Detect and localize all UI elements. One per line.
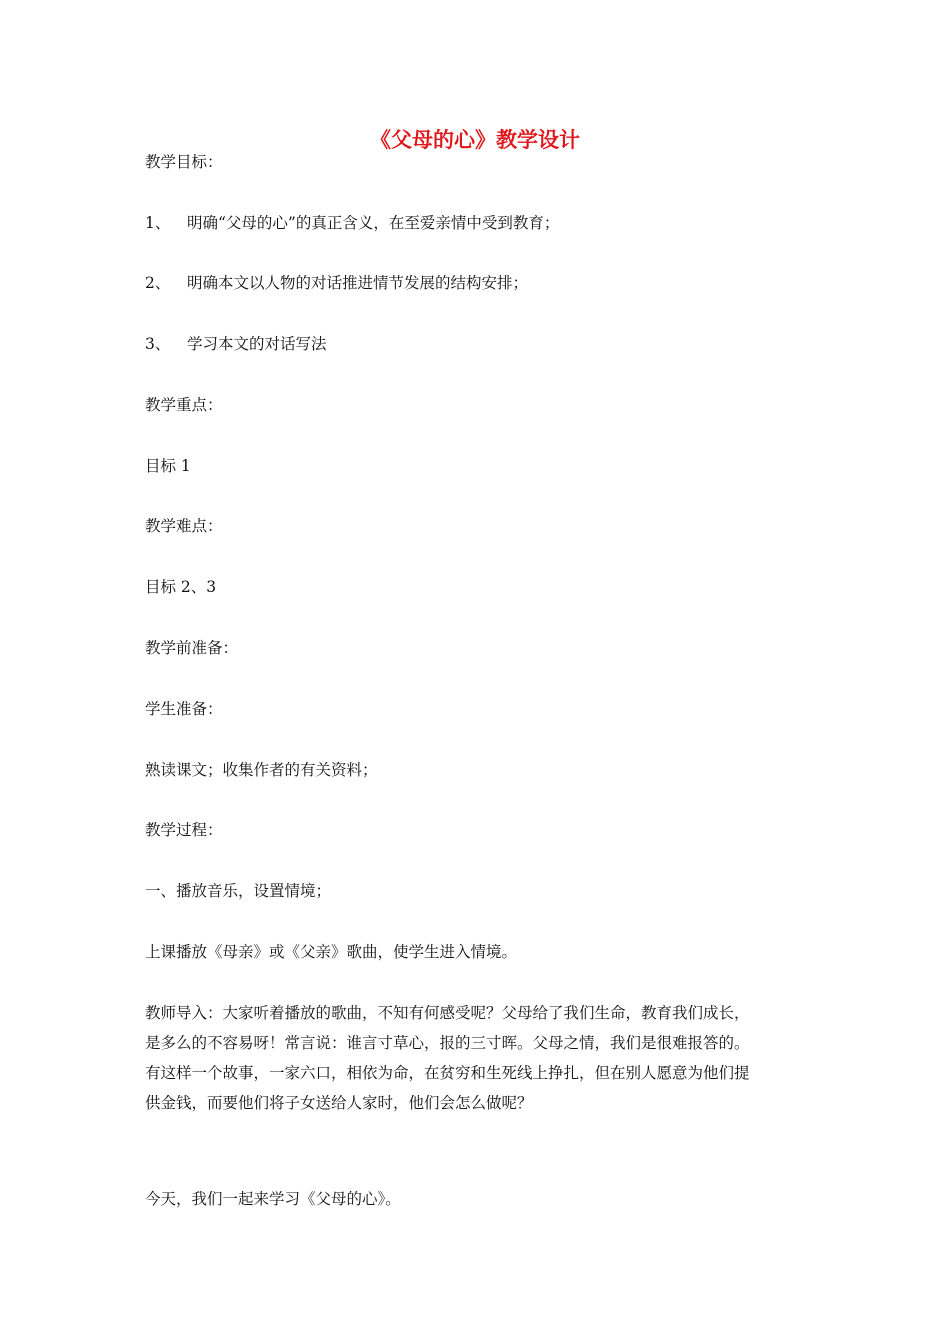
document-title: 《父母的心》教学设计 xyxy=(370,128,580,152)
paragraph-line: 供金钱，而要他们将子女送给人家时，他们会怎么做呢？ xyxy=(145,1094,533,1112)
objective-item-2 xyxy=(145,273,528,293)
closing-text: 今天，我们一起来学习《父母的心》。 xyxy=(145,1190,401,1208)
paragraph-line: 是多么的不容易呀！常言说：谁言寸草心，报的三寸晖。父母之情，我们是很难报答的。 xyxy=(145,1034,750,1052)
objective-number: 3、 xyxy=(145,335,171,353)
prep-heading: 教学前准备： xyxy=(145,639,239,657)
key-point-heading: 教学重点： xyxy=(145,396,223,414)
difficulty-text: 目标 2、3 xyxy=(145,578,217,596)
objective-text: 明确本文以人物的对话推进情节发展的结构安排； xyxy=(187,274,529,292)
step1-heading: 一、播放音乐，设置情境； xyxy=(145,882,332,900)
objective-number: 1、 xyxy=(145,214,171,232)
objective-text: 学习本文的对话写法 xyxy=(187,335,327,353)
difficulty-heading: 教学难点： xyxy=(145,517,223,535)
paragraph-line: 教师导入：大家听着播放的歌曲，不知有何感受呢？父母给了我们生命，教育我们成长， xyxy=(145,1004,750,1022)
objective-text: 明确“父母的心”的真正含义，在至爱亲情中受到教育； xyxy=(187,214,560,232)
process-heading: 教学过程： xyxy=(145,821,223,839)
student-prep-text: 熟读课文；收集作者的有关资料； xyxy=(145,761,378,779)
teacher-intro-paragraph xyxy=(145,998,810,1118)
student-prep-heading: 学生准备： xyxy=(145,700,223,718)
key-point-text: 目标 1 xyxy=(145,457,191,475)
objective-number: 2、 xyxy=(145,274,171,292)
objective-item-1 xyxy=(145,213,559,233)
objective-item-3 xyxy=(145,334,327,354)
paragraph-line: 有这样一个故事，一家六口，相依为命，在贫穷和生死线上挣扎，但在别人愿意为他们提 xyxy=(145,1064,750,1082)
step1-text: 上课播放《母亲》或《父亲》歌曲，使学生进入情境。 xyxy=(145,943,518,961)
objectives-heading: 教学目标： xyxy=(145,153,223,171)
